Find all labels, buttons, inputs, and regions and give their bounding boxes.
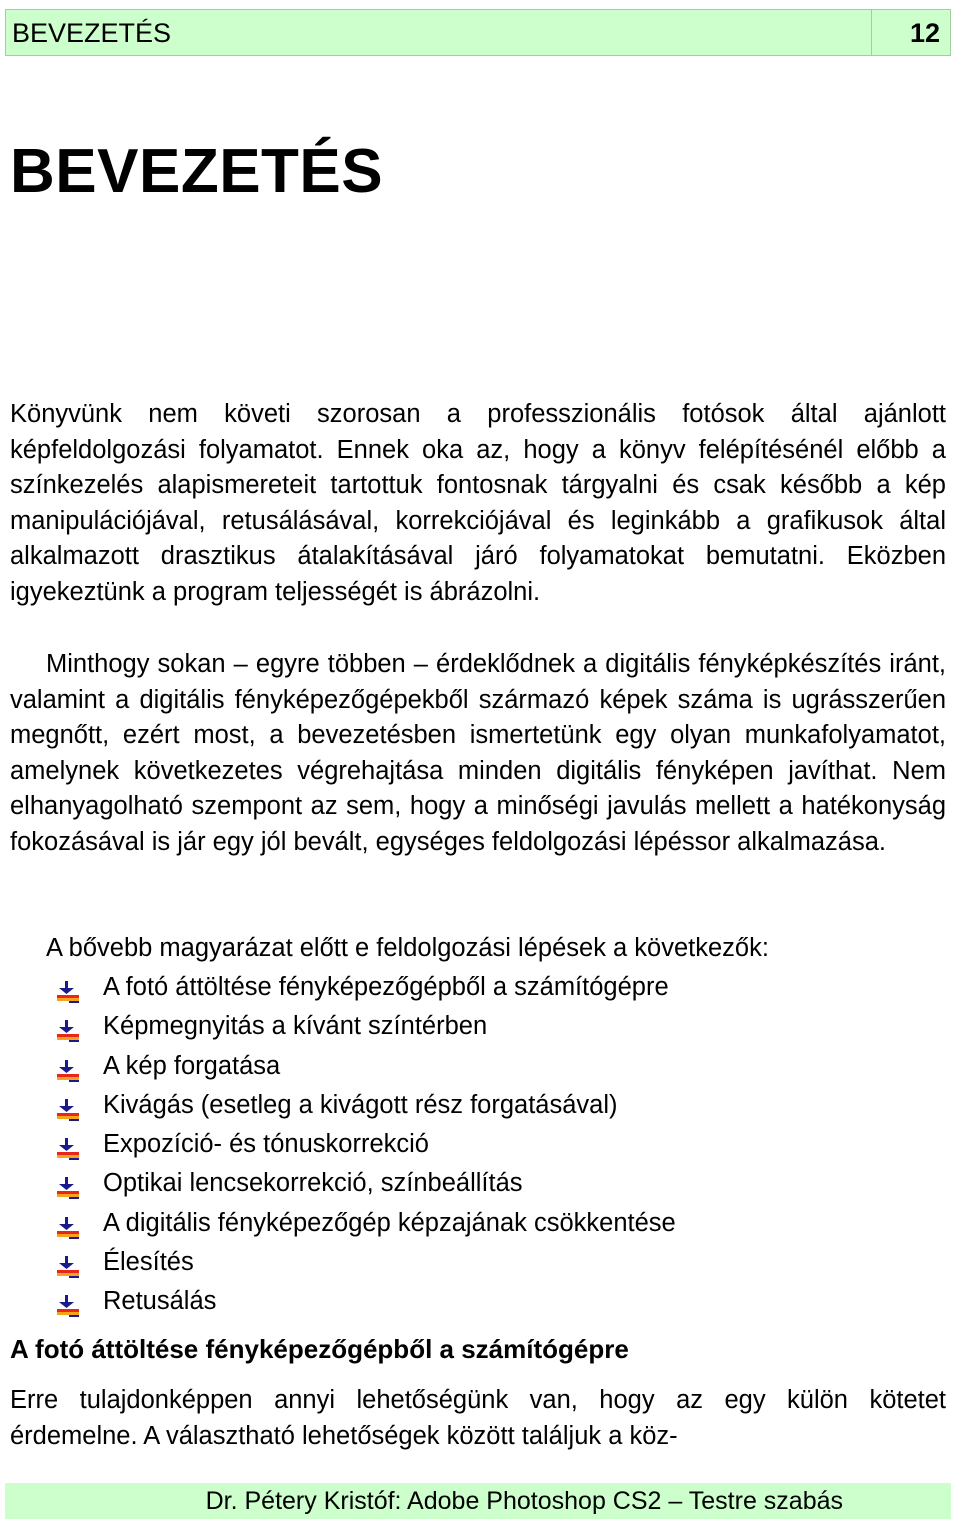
- list-item-label: Kivágás (esetleg a kivágott rész forgatásával): [103, 1090, 618, 1119]
- list-item: [0, 1243, 676, 1282]
- paragraph-transfer: Erre tulajdonképpen annyi lehetőségünk van, hogy az egy külön kötetet érdemelne. A választható lehetőségek között találjuk a köz-: [10, 1386, 946, 1450]
- page-number: 12: [909, 18, 940, 48]
- chapter-title: BEVEZETÉS: [10, 137, 384, 206]
- list-item-label: Retusálás: [103, 1287, 217, 1316]
- page-footer: [5, 1483, 951, 1519]
- list-item-label: Optikai lencsekorrekció, színbeállítás: [103, 1169, 523, 1198]
- header-title: BEVEZETÉS: [12, 18, 172, 48]
- list-item-label: Élesítés: [103, 1248, 194, 1277]
- down-arrow-bar-icon: [56, 1016, 82, 1040]
- list-item-label: Expozíció- és tónuskorrekció: [103, 1130, 429, 1159]
- list-item-label: A fotó áttöltése fényképezőgépből a számítógépre: [103, 973, 669, 1001]
- down-arrow-bar-icon: [56, 1291, 82, 1315]
- list-item: [0, 1086, 676, 1125]
- paragraph-intro: Könyvünk nem követi szorosan a professzionális fotósok által ajánlott képfeldolgozási folyamatot. Ennek oka az, hogy a könyv felépítésénél előbb a színkezelés alapismereteit tartottuk fontosnak tárgyalni és csak később a kép manipulációjával, retusálásával, korrekciójával és leginkább a grafikusok által alkalmazott drasztikus átalakításával járó folyamatokat bemutatni. Eközben igyekeztünk a program teljességét is ábrázolni.: [10, 400, 946, 606]
- down-arrow-bar-icon: [56, 1056, 82, 1080]
- list-item: [0, 968, 676, 1007]
- section-heading: A fotó áttöltése fényképezőgépből a számítógépre: [10, 1334, 629, 1364]
- steps-list: [0, 968, 676, 1322]
- list-item: [0, 1282, 676, 1321]
- down-arrow-bar-icon: [56, 1252, 82, 1276]
- header-divider: [871, 10, 872, 55]
- list-item: [0, 1164, 676, 1203]
- down-arrow-bar-icon: [56, 1213, 82, 1237]
- list-item-label: Képmegnyitás a kívánt színtérben: [103, 1012, 488, 1041]
- list-item: [0, 1007, 676, 1046]
- list-item-label: A digitális fényképezőgép képzajának csökkentése: [103, 1208, 676, 1237]
- list-item: [0, 1125, 676, 1164]
- footer-text: Dr. Pétery Kristóf: Adobe Photoshop CS2 – Testre szabás: [205, 1487, 843, 1515]
- list-item-label: A kép forgatása: [103, 1051, 281, 1080]
- down-arrow-bar-icon: [56, 1173, 82, 1197]
- page-header: [5, 9, 951, 56]
- list-item: [0, 1204, 676, 1243]
- paragraph-workflow: Minthogy sokan – egyre többen – érdeklődnek a digitális fényképkészítés iránt, valamint a digitális fényképezőgépekből származó képek száma is ugrásszerűen megnőtt, ezért most, a bevezetésben ismertetünk egy olyan munkafolyamatot, amelynek következetes végrehajtása minden digitális fényképen javíthat. Nem elhanyagolható szempont az sem, hogy a minőségi javulás mellett a hatékonyság fokozásával is jár egy jól bevált, egységes feldolgozási lépéssor alkalmazása.: [10, 650, 946, 856]
- down-arrow-bar-icon: [56, 977, 82, 1001]
- down-arrow-bar-icon: [56, 1095, 82, 1119]
- down-arrow-bar-icon: [56, 1134, 82, 1158]
- list-item: [0, 1047, 676, 1086]
- steps-intro: A bővebb magyarázat előtt e feldolgozási lépések a következők:: [46, 934, 769, 962]
